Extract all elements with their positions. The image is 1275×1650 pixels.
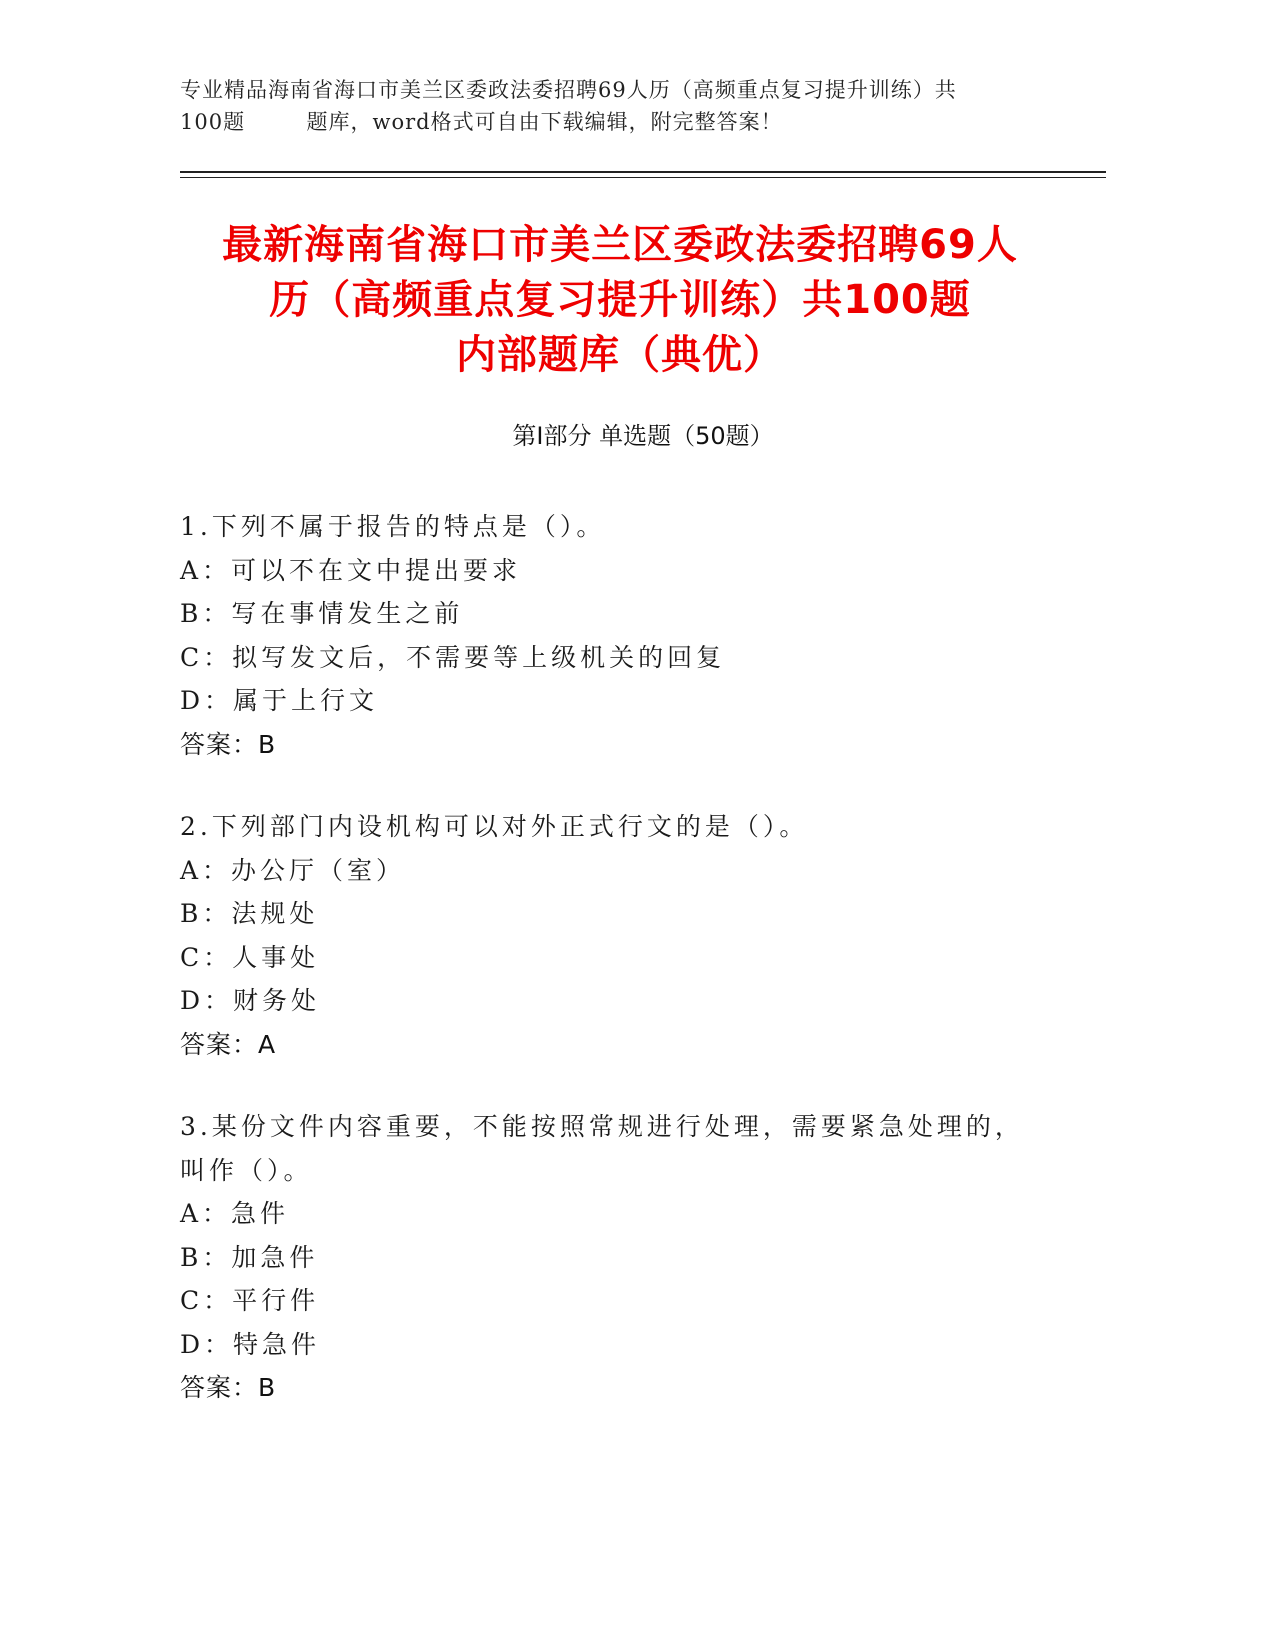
header-divider-thick <box>180 171 1106 173</box>
option-b: B：法规处 <box>180 899 319 928</box>
option-d: D：财务处 <box>180 986 321 1015</box>
header-note <box>180 74 1060 138</box>
question-stem: 1.下列不属于报告的特点是（）。 <box>180 512 606 541</box>
question-stem: 3.某份文件内容重要，不能按照常规进行处理，需要紧急处理的，叫作（）。 <box>180 1112 1024 1185</box>
question-item <box>180 1105 1040 1410</box>
header-note-line2: 100题 题库，word格式可自由下载编辑，附完整答案！ <box>180 110 783 134</box>
option-a: A：急件 <box>180 1199 290 1228</box>
option-a: A：办公厅（室） <box>180 855 406 885</box>
document-title-line1: 最新海南省海口市美兰区委政法委招聘69人 <box>222 222 1018 268</box>
document-title-line2: 历（高频重点复习提升训练）共100题 <box>269 277 971 323</box>
question-item <box>180 505 1040 766</box>
header-note-line1: 专业精品海南省海口市美兰区委政法委招聘69人历（高频重点复习提升训练）共 <box>180 78 957 102</box>
option-a: A：可以不在文中提出要求 <box>180 555 522 585</box>
option-b: B：加急件 <box>180 1242 319 1272</box>
answer: 答案：A <box>180 1029 277 1059</box>
question-stem: 2.下列部门内设机构可以对外正式行文的是（）。 <box>180 812 809 841</box>
header-divider-thin <box>180 177 1106 178</box>
document-title-line3: 内部题库（典优） <box>456 332 784 378</box>
document-title <box>150 218 1090 383</box>
option-d: D：属于上行文 <box>180 686 379 715</box>
option-b: B：写在事情发生之前 <box>180 599 464 628</box>
question-list <box>180 505 1040 1449</box>
option-d: D：特急件 <box>180 1329 321 1359</box>
answer: 答案：B <box>180 729 277 759</box>
section-title: 第Ⅰ部分 单选题（50题） <box>512 422 774 450</box>
option-c: C：人事处 <box>180 942 320 972</box>
question-item <box>180 805 1040 1066</box>
option-c: C：拟写发文后，不需要等上级机关的回复 <box>180 642 726 672</box>
answer: 答案：B <box>180 1373 277 1402</box>
option-c: C：平行件 <box>180 1286 320 1315</box>
